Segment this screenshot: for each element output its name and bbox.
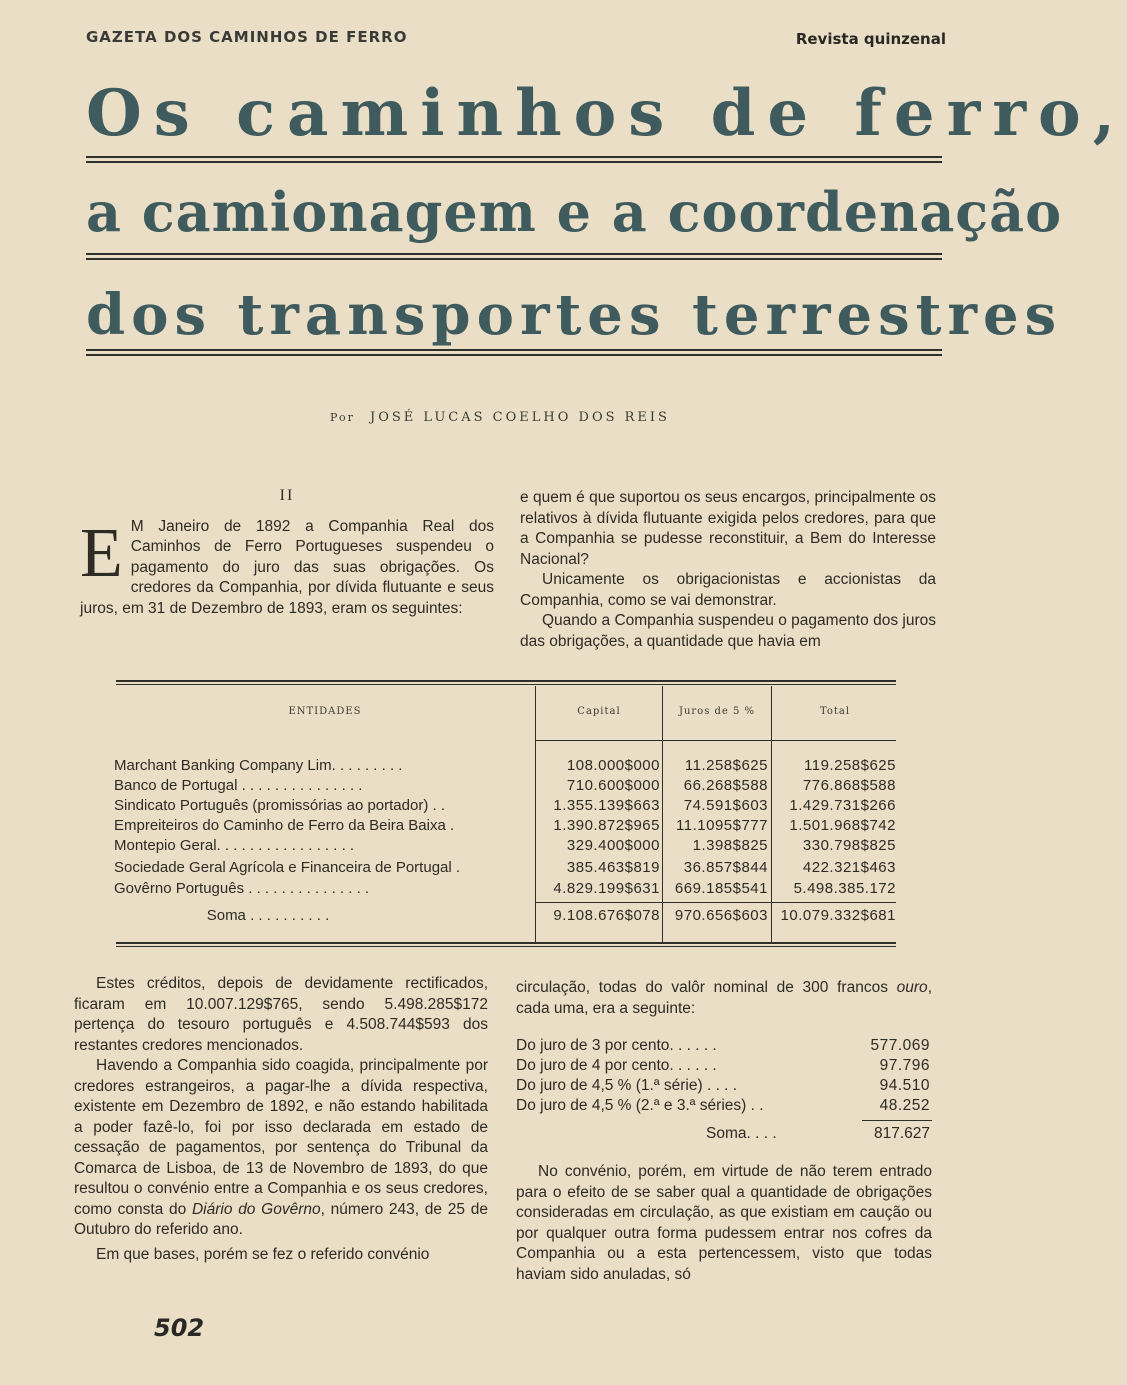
paragraph: Estes créditos, depois de devidamente rectificados, ficaram em 10.007.129$765, sendo 5.498.285$172 pertença do tesouro português e 4.508.744$593 dos restantes credores mencionados. [74,975,488,1054]
interest-sum: Soma. . . . 817.627 [516,1120,932,1144]
title-line-2: a camionagem e a coordenação [86,180,1063,244]
paragraph: Em que bases, porém se fez o referido convénio [96,1245,430,1263]
title-line-1: Os caminhos de ferro, [86,76,1127,151]
paragraph: e quem é que suportou os seus encargos, principalmente os relativos à dívida flutuante exigida pelos credores, para que a Companhia se pudesse reconstituir, a Bem do Interesse Nacional? [520,489,936,568]
column-header: Juros de 5 % [678,706,756,717]
interest-list [516,1036,932,1144]
header-rule [536,740,896,741]
table-row: Marchant Banking Company Lim. . . . . . . . . 108.000$000 11.258$625 119.258$625 [114,757,896,774]
table-row: Govêrno Português . . . . . . . . . . . . . . . 4.829.199$631 669.185$541 5.498.385.172 [114,880,896,897]
byline-prefix: Por [330,411,355,424]
sum-rule [862,1120,932,1121]
table-row: Sindicato Português (promissórias ao portador) . . 1.355.139$663 74.591$603 1.429.731$266 [114,797,896,814]
paragraph: circulação, todas do valôr nominal de 300 francos ouro, cada uma, era a seguinte: [516,979,932,1017]
column-header: Capital [577,706,621,717]
table-row: Sociedade Geral Agrícola e Financeira de Portugal . 385.463$819 36.857$844 422.321$463 [114,859,896,876]
table-row: Empreiteiros do Caminho de Ferro da Beira Baixa . 1.390.872$965 11.1095$777 1.501.968$742 [114,817,896,834]
magazine-frequency: Revista quinzenal [795,30,946,48]
title-rule-3 [86,349,942,356]
drop-cap: E [80,514,123,592]
table-bottom-rule [116,942,896,947]
column-right-top [520,488,936,652]
list-item: Do juro de 4,5 % (2.ª e 3.ª séries) . . 48.252 [516,1097,930,1114]
page-number: 502 [154,1314,205,1342]
title-line-3: dos transportes terrestres [86,282,1063,348]
column-header: ENTIDADES [288,706,362,717]
title-rule-2 [86,253,942,260]
sum-rule [536,902,896,903]
column-header: Total [819,706,851,717]
section-number: II [279,487,295,504]
column-right-bottom [516,978,932,1019]
paragraph [80,514,494,620]
table-row: Montepio Geral. . . . . . . . . . . . . . . . . 329.400$000 1.398$825 330.798$825 [114,837,896,854]
paragraph: Quando a Companhia suspendeu o pagamento dos juros das obrigações, a quantidade que havia em [520,612,936,650]
paragraph: Unicamente os obrigacionistas e accionistas da Companhia, como se vai demonstrar. [520,571,936,609]
list-item: Do juro de 3 por cento. . . . . . 577.069 [516,1037,930,1054]
paragraph-text: M Janeiro de 1892 a Companhia Real dos Caminhos de Ferro Portugueses suspendeu o pagamento do juro das suas obrigações. Os credores da Companhia, por dívida flutuante e seus juros, em 31 de Dezembro de 1893, eram os seguintes: [80,517,494,617]
list-item: Do juro de 4 por cento. . . . . . 97.796 [516,1057,930,1074]
column-left-bottom [74,974,488,1265]
table-row: Banco de Portugal . . . . . . . . . . . . . . . 710.600$000 66.268$588 776.868$588 [114,777,896,794]
table-sum-row: Soma . . . . . . . . . . 9.108.676$078 970.656$603 10.079.332$681 [206,907,896,924]
paragraph: No convénio, porém, em virtude de não terem entrado para o efeito de se saber qual a quantidade de obrigações consideradas em circulação, as que existiam em caução ou por qualquer outra forma pudessem entrar nos cofres da Companhia ou a esta pertencessem, visto que todas haviam sido anuladas, só [516,1163,932,1283]
list-item: Do juro de 4,5 % (1.ª série) . . . . 94.510 [516,1077,930,1094]
column-right-bottom-continued [516,1162,932,1285]
magazine-name: GAZETA DOS CAMINHOS DE FERRO [86,28,408,46]
table-top-rule [116,680,896,685]
column-left-top [80,486,494,619]
paragraph: Havendo a Companhia sido coagida, principalmente por credores estrangeiros, a pagar-lhe a dívida respectiva, existente em Dezembro de 1892, e não estando habilitada a poder fazê-lo, foi por isso declarada em estado de cessação de pagamentos, por sentença do Tribunal da Comarca de Lisboa, de 13 de Novembro de 1893, do que resultou o convénio entre a Companhia e os seus credores, como consta do Diário do Govêrno, número 243, de 25 de Outubro do referido ano. [74,1057,488,1238]
byline [0,410,1000,425]
title-rule-1 [86,156,942,163]
byline-author: JOSÉ LUCAS COELHO DOS REIS [370,410,670,425]
